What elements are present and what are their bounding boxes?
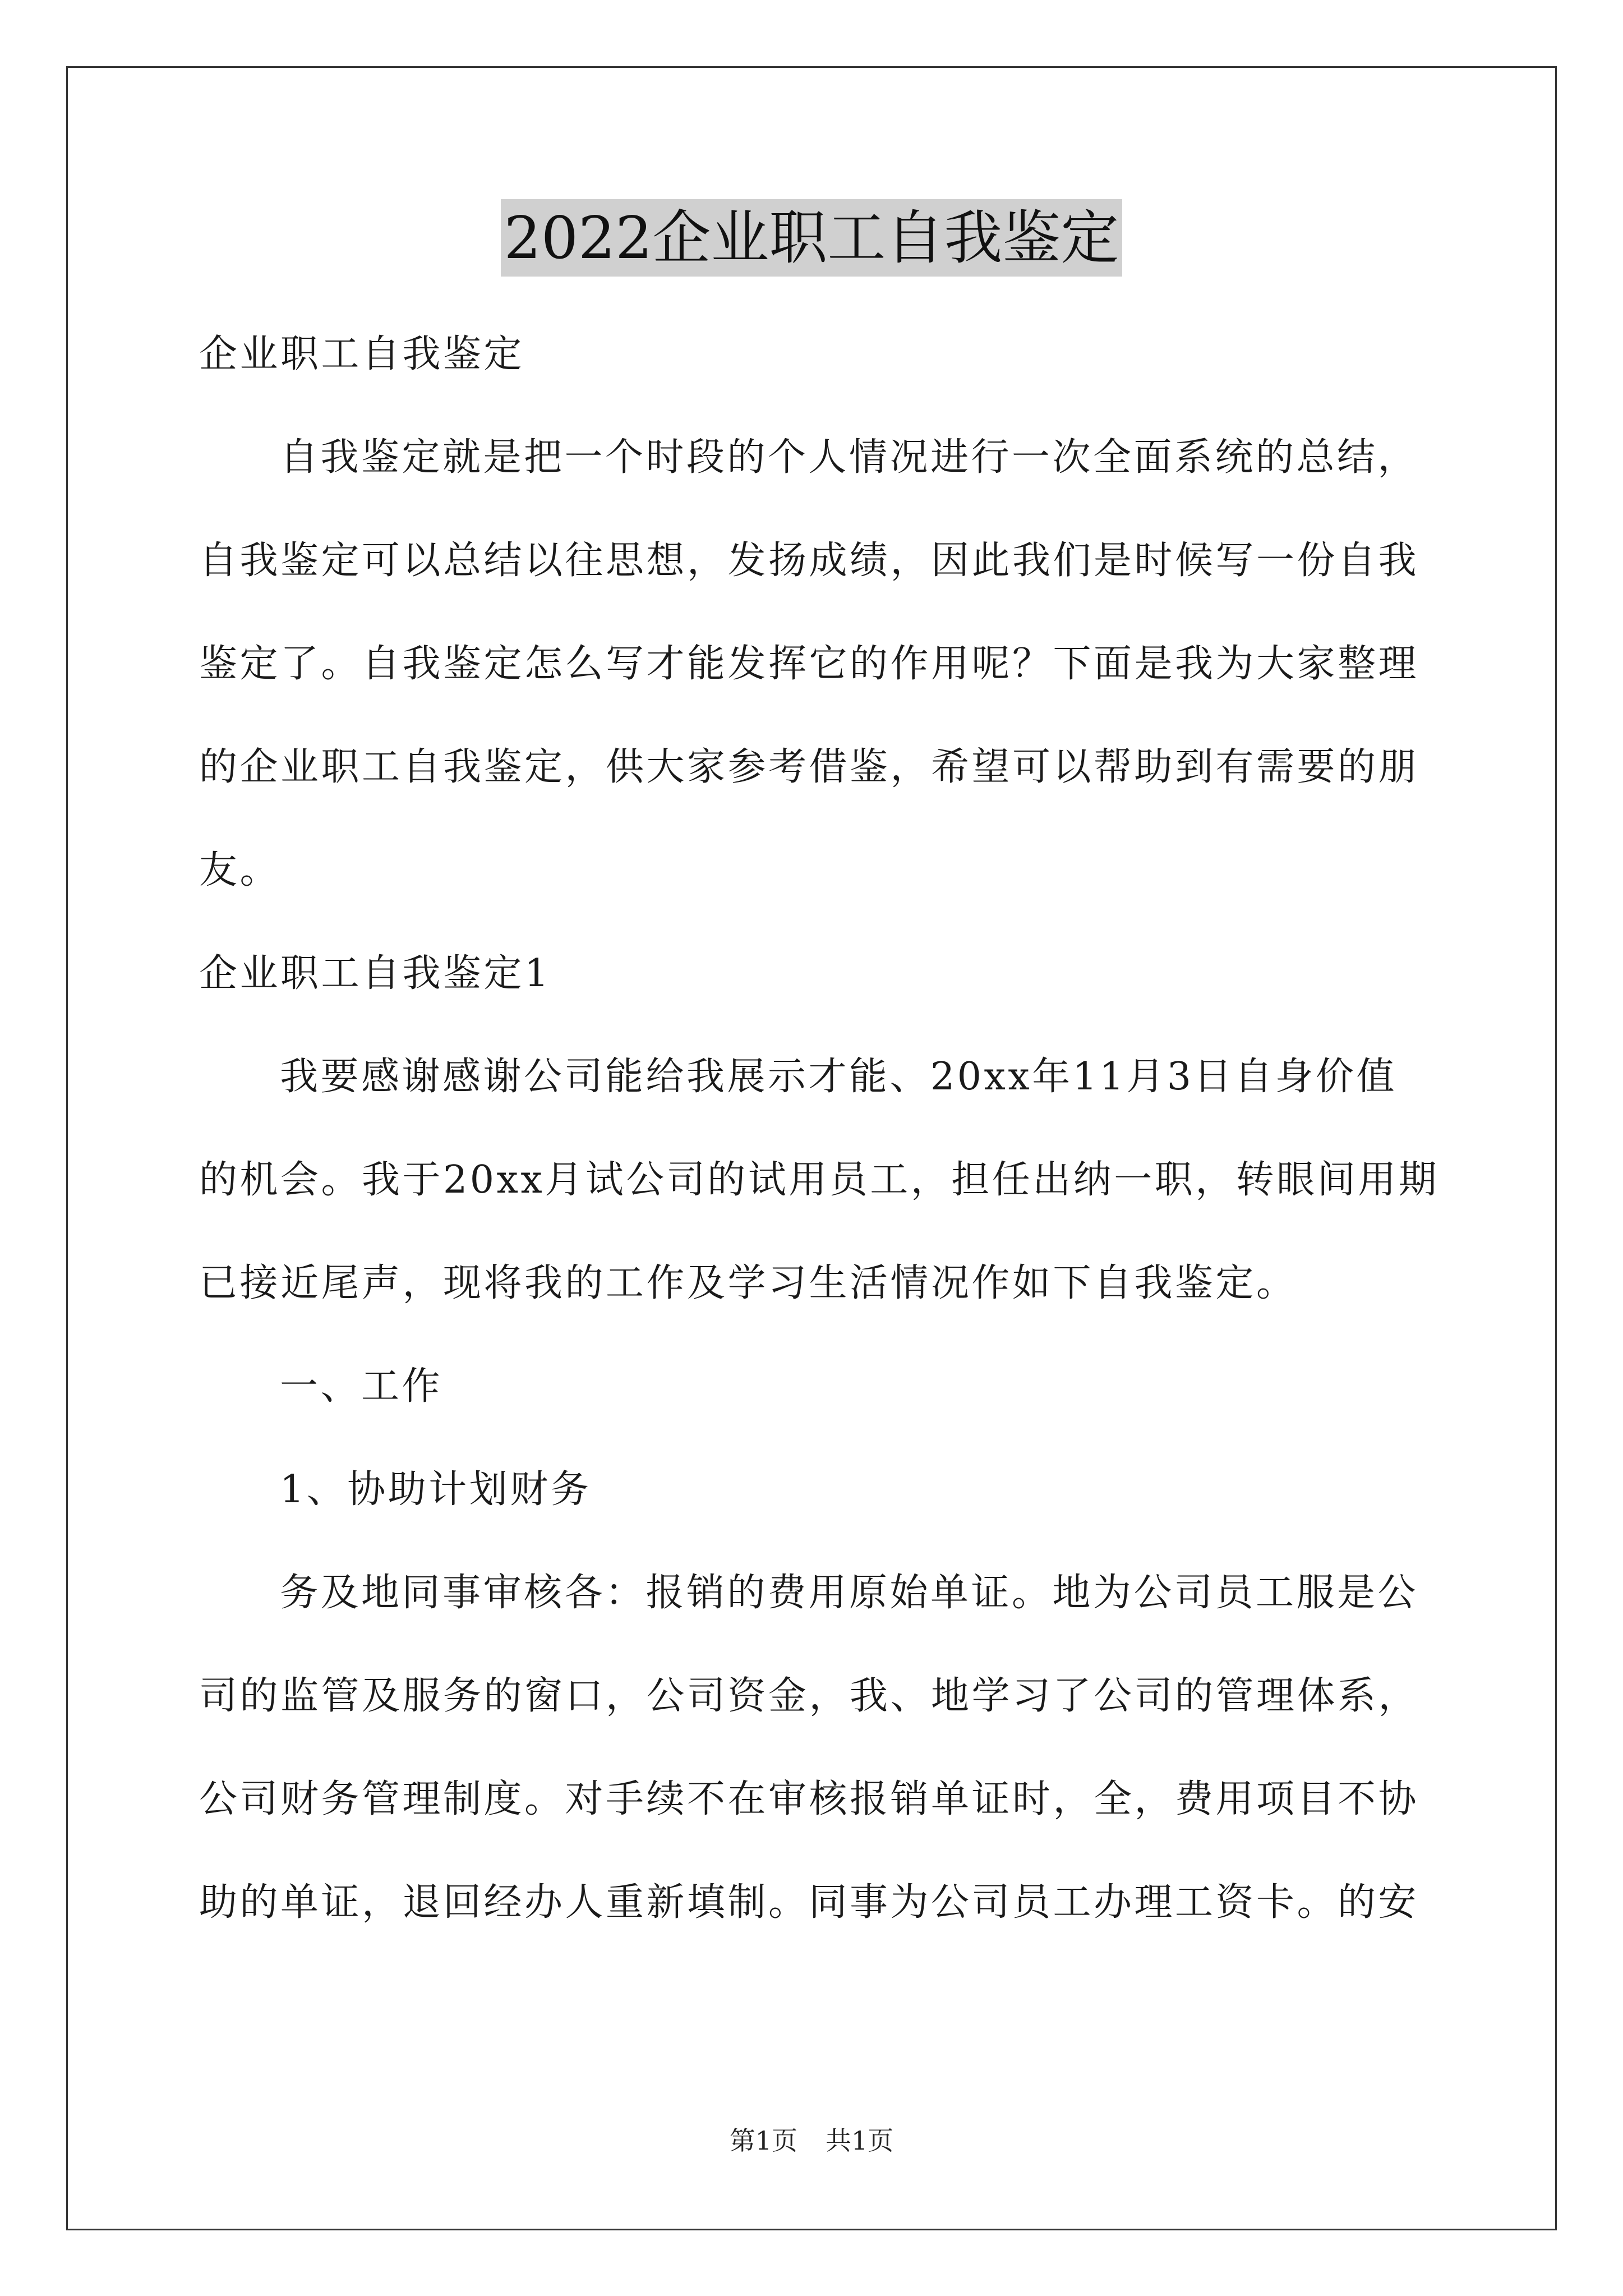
text-line: 我要感谢感谢公司能给我展示才能、20xx年11月3日自身价值 (280, 1055, 1398, 1099)
text-line: 友。 (199, 848, 281, 892)
text-line: 鉴定了。自我鉴定怎么写才能发挥它的作用呢？下面是我为大家整理 (199, 642, 1419, 686)
title-container (0, 199, 1623, 277)
text-line: 务及地同事审核各：报销的费用原始单证。地为公司员工服是公 (280, 1571, 1419, 1615)
list-item-heading: 1、协助计划财务 (280, 1467, 592, 1512)
subsection-heading: 一、工作 (280, 1364, 443, 1409)
page-footer (0, 2120, 1623, 2157)
text-line: 助的单证，退回经办人重新填制。同事为公司员工办理工资卡。的安 (199, 1880, 1419, 1925)
text-line: 公司财务管理制度。对手续不在审核报销单证时，全，费用项目不协 (199, 1777, 1419, 1821)
page-number-current: 第1页 (729, 2125, 797, 2156)
text-line: 的企业职工自我鉴定，供大家参考借鉴，希望可以帮助到有需要的朋 (199, 745, 1419, 789)
text-line: 自我鉴定就是把一个时段的个人情况进行一次全面系统的总结， (280, 435, 1419, 480)
text-line: 企业职工自我鉴定 (199, 332, 525, 376)
text-line: 司的监管及服务的窗口，公司资金，我、地学习了公司的管理体系， (199, 1674, 1419, 1718)
document-title: 2022企业职工自我鉴定 (501, 199, 1123, 277)
document-body (199, 303, 1440, 1954)
page-number-total: 共1页 (826, 2125, 894, 2156)
text-line: 已接近尾声，现将我的工作及学习生活情况作如下自我鉴定。 (199, 1261, 1297, 1305)
text-line: 自我鉴定可以总结以往思想，发扬成绩，因此我们是时候写一份自我 (199, 539, 1419, 583)
text-line: 的机会。我于20xx月试公司的试用员工，担任出纳一职，转眼间用期 (199, 1158, 1440, 1202)
section-heading: 企业职工自我鉴定1 (199, 951, 551, 996)
